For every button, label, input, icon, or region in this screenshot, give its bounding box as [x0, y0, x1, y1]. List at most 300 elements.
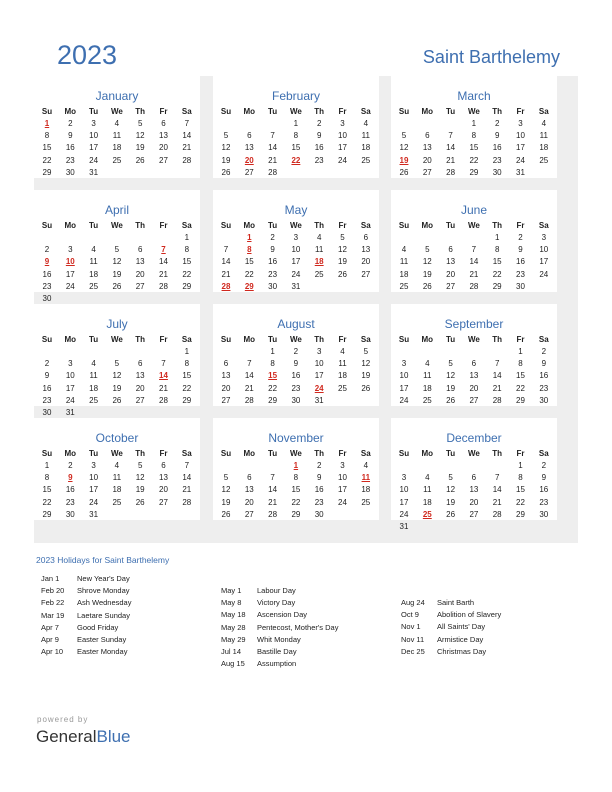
day-cell: 12: [112, 371, 122, 381]
day-cell: 6: [137, 245, 143, 255]
weekday-label: We: [289, 107, 302, 116]
day-cell: 27: [469, 395, 479, 405]
holiday-day-cell: 22: [291, 155, 301, 165]
day-cell: 4: [363, 119, 369, 128]
holiday-name: Bastille Day: [257, 646, 297, 656]
weekday-label: We: [289, 221, 302, 230]
day-cell: 9: [44, 371, 50, 381]
holiday-name: Saint Barth: [437, 598, 475, 607]
day-cell: 24: [89, 497, 99, 507]
weekday-label: We: [467, 107, 480, 116]
day-cell: 10: [89, 131, 99, 141]
day-cell: 5: [114, 359, 120, 369]
day-cell: 6: [448, 245, 453, 255]
day-cell: 23: [516, 269, 525, 279]
day-cell: 27: [221, 395, 231, 405]
day-cell: 7: [270, 473, 275, 483]
weekday-label: Fr: [516, 221, 525, 230]
day-cell: 25: [422, 395, 432, 405]
day-cell: 3: [91, 461, 96, 470]
day-cell: 23: [42, 281, 52, 291]
day-cell: 23: [314, 497, 324, 507]
weekday-label: Sa: [360, 335, 371, 344]
weekday-label: Tu: [89, 335, 99, 344]
day-cell: 3: [68, 245, 73, 255]
day-cell: 2: [316, 119, 322, 128]
weekday-label: Mo: [243, 335, 256, 344]
day-cell: 13: [244, 485, 254, 495]
day-cell: 14: [221, 257, 231, 267]
day-cell: 8: [270, 359, 275, 369]
day-cell: 24: [65, 281, 75, 291]
day-cell: 20: [221, 383, 231, 393]
holiday-name: Shrove Monday: [77, 586, 130, 596]
month-title: February: [271, 89, 321, 103]
day-cell: 5: [223, 473, 229, 483]
day-cell: 13: [422, 143, 432, 153]
holiday-date: Apr 10: [41, 647, 64, 657]
month-title: June: [460, 203, 488, 217]
weekday-label: We: [289, 335, 302, 344]
holiday-day-cell: 25: [422, 509, 432, 519]
weekday-label: Sa: [181, 335, 192, 344]
day-cell: 11: [423, 485, 432, 495]
weekday-label: Su: [220, 335, 232, 344]
weekday-label: Fr: [338, 107, 347, 116]
weekday-label: Fr: [338, 221, 347, 230]
weekday-label: Mo: [243, 221, 256, 230]
day-cell: 13: [469, 371, 479, 381]
day-cell: 3: [91, 119, 96, 128]
day-cell: 7: [184, 461, 190, 470]
day-cell: 31: [89, 167, 99, 177]
holiday-day-cell: 24: [314, 383, 324, 393]
day-cell: 20: [135, 269, 145, 279]
holiday-day-cell: 1: [44, 119, 50, 128]
weekday-label: Fr: [159, 107, 168, 116]
day-cell: 30: [516, 281, 525, 291]
day-cell: 25: [112, 497, 122, 507]
day-cell: 28: [492, 395, 502, 405]
weekday-label: Sa: [181, 221, 192, 230]
day-cell: 27: [244, 509, 254, 519]
holiday-name: Ascension Day: [257, 610, 308, 620]
day-cell: 13: [159, 131, 168, 141]
day-cell: 4: [114, 119, 120, 128]
weekday-label: We: [110, 221, 123, 230]
day-cell: 25: [338, 383, 347, 393]
day-cell: 24: [516, 155, 525, 165]
holiday-date: Aug 15: [221, 659, 245, 669]
holiday-date: Apr 7: [41, 622, 59, 632]
day-cell: 6: [161, 461, 166, 470]
day-cell: 29: [469, 167, 479, 177]
day-cell: 18: [89, 383, 99, 393]
holiday-date: Aug 24: [401, 598, 425, 607]
day-cell: 22: [268, 383, 278, 393]
day-cell: 4: [425, 359, 430, 369]
holiday-day-cell: 29: [244, 281, 254, 291]
weekday-label: Su: [220, 107, 232, 116]
day-cell: 16: [65, 485, 75, 495]
brand-general: General: [36, 727, 97, 746]
day-cell: 27: [361, 269, 371, 279]
weekday-label: Fr: [159, 335, 168, 344]
day-cell: 26: [422, 281, 432, 291]
day-cell: 12: [338, 245, 347, 255]
weekday-label: Su: [220, 449, 232, 458]
day-cell: 25: [89, 395, 99, 405]
day-cell: 22: [42, 497, 52, 507]
weekday-label: Th: [314, 335, 325, 344]
day-cell: 3: [401, 473, 407, 483]
weekday-label: Fr: [338, 335, 347, 344]
day-cell: 18: [422, 497, 432, 507]
holiday-day-cell: 19: [399, 155, 409, 165]
month-title: April: [104, 203, 129, 217]
holiday-date: Jul 14: [221, 646, 242, 656]
day-cell: 14: [492, 485, 502, 495]
day-cell: 10: [291, 245, 301, 255]
day-cell: 8: [471, 131, 477, 141]
weekday-label: Mo: [421, 107, 434, 116]
day-cell: 19: [221, 497, 231, 507]
day-cell: 21: [446, 155, 456, 165]
day-cell: 23: [42, 395, 52, 405]
day-cell: 13: [159, 473, 168, 483]
day-cell: 12: [399, 143, 409, 153]
day-cell: 10: [89, 473, 99, 483]
weekday-label: Mo: [421, 221, 434, 230]
day-cell: 26: [112, 281, 122, 291]
holiday-name: Labour Day: [257, 586, 296, 595]
weekday-label: Tu: [446, 335, 456, 344]
day-cell: 9: [518, 245, 523, 255]
weekday-label: Fr: [516, 335, 525, 344]
weekday-label: Tu: [446, 449, 456, 458]
day-cell: 27: [422, 167, 432, 177]
day-cell: 12: [135, 131, 145, 141]
day-cell: 27: [159, 155, 168, 165]
day-cell: 9: [316, 473, 322, 483]
holiday-name: Whit Monday: [257, 634, 301, 644]
holiday-date: May 1: [221, 586, 242, 595]
day-cell: 13: [361, 245, 371, 255]
day-cell: 13: [469, 485, 479, 495]
weekday-label: Sa: [538, 335, 549, 344]
day-cell: 21: [182, 485, 192, 495]
day-cell: 6: [223, 359, 229, 369]
day-cell: 14: [159, 257, 168, 267]
day-cell: 19: [112, 269, 122, 279]
month-november: [213, 418, 379, 520]
day-cell: 22: [516, 383, 525, 393]
day-cell: 8: [518, 473, 523, 483]
weekday-label: Mo: [421, 449, 434, 458]
weekday-label: Sa: [538, 107, 549, 116]
day-cell: 29: [492, 281, 502, 291]
day-cell: 18: [112, 143, 122, 153]
day-cell: 1: [184, 347, 190, 356]
day-cell: 24: [338, 155, 347, 165]
weekday-label: We: [467, 221, 480, 230]
day-cell: 16: [516, 257, 525, 267]
month-title: October: [95, 431, 139, 445]
day-cell: 5: [137, 461, 143, 470]
holiday-name: Pentecost, Mother's Day: [257, 622, 339, 632]
weekday-label: Fr: [516, 107, 525, 116]
weekday-label: We: [289, 449, 302, 458]
day-cell: 27: [446, 281, 456, 291]
month-april: [34, 190, 200, 303]
day-cell: 23: [539, 383, 549, 393]
day-cell: 5: [401, 131, 407, 141]
day-cell: 7: [494, 359, 500, 369]
day-cell: 27: [135, 281, 145, 291]
day-cell: 18: [338, 371, 347, 381]
generalblue-logo: [36, 727, 131, 747]
holiday-name: Abolition of Slavery: [437, 610, 502, 620]
day-cell: 21: [492, 497, 502, 507]
day-cell: 17: [399, 383, 409, 393]
day-cell: 16: [314, 143, 324, 153]
day-cell: 8: [518, 359, 523, 369]
day-cell: 5: [425, 245, 430, 255]
day-cell: 2: [44, 245, 50, 255]
page-title-year: 2023: [57, 40, 118, 70]
weekday-label: Th: [492, 335, 503, 344]
day-cell: 15: [492, 257, 502, 267]
holiday-day-cell: 11: [361, 473, 371, 483]
holiday-name: Christmas Day: [437, 646, 487, 656]
day-cell: 27: [469, 509, 479, 519]
month-october: [34, 418, 200, 520]
day-cell: 23: [492, 155, 502, 165]
day-cell: 22: [182, 269, 192, 279]
day-cell: 4: [363, 461, 369, 470]
day-cell: 23: [65, 155, 75, 165]
day-cell: 11: [539, 131, 548, 141]
day-cell: 11: [399, 257, 409, 267]
month-february: [213, 76, 379, 178]
weekday-label: Th: [135, 107, 146, 116]
day-cell: 26: [446, 509, 456, 519]
holiday-day-cell: 1: [247, 233, 252, 242]
day-cell: 28: [182, 155, 192, 165]
day-cell: 28: [244, 395, 254, 405]
day-cell: 19: [422, 269, 432, 279]
holiday-name: Ash Wednesday: [77, 598, 132, 608]
day-cell: 30: [539, 395, 549, 405]
weekday-label: Su: [41, 221, 53, 230]
weekday-label: Tu: [268, 449, 278, 458]
day-cell: 9: [316, 131, 322, 141]
day-cell: 14: [268, 143, 278, 153]
day-cell: 25: [314, 269, 324, 279]
day-cell: 8: [293, 131, 299, 141]
day-cell: 1: [494, 233, 500, 242]
day-cell: 8: [184, 245, 190, 255]
day-cell: 25: [361, 497, 371, 507]
holiday-date: Feb 22: [41, 598, 65, 608]
day-cell: 3: [293, 233, 299, 242]
holiday-name: Good Friday: [77, 622, 119, 632]
day-cell: 10: [399, 485, 409, 495]
day-cell: 16: [492, 143, 502, 153]
weekday-label: Su: [398, 449, 410, 458]
weekday-label: Th: [314, 107, 325, 116]
day-cell: 28: [159, 395, 168, 405]
day-cell: 3: [401, 359, 407, 369]
day-cell: 28: [446, 167, 456, 177]
day-cell: 2: [44, 359, 50, 369]
day-cell: 24: [65, 395, 75, 405]
day-cell: 21: [469, 269, 479, 279]
day-cell: 30: [539, 509, 549, 519]
day-cell: 26: [135, 155, 145, 165]
day-cell: 21: [268, 497, 278, 507]
weekday-label: Sa: [360, 107, 371, 116]
day-cell: 27: [159, 497, 168, 507]
holiday-date: Mar 19: [41, 610, 65, 620]
day-cell: 11: [89, 371, 98, 381]
day-cell: 2: [541, 347, 547, 356]
day-cell: 31: [399, 522, 409, 531]
weekday-label: Th: [314, 449, 325, 458]
day-cell: 11: [112, 473, 122, 483]
day-cell: 15: [244, 257, 254, 267]
day-cell: 31: [291, 281, 301, 291]
day-cell: 29: [516, 509, 525, 519]
day-cell: 7: [448, 131, 453, 141]
day-cell: 9: [541, 359, 547, 369]
day-cell: 4: [114, 461, 120, 470]
day-cell: 23: [291, 383, 301, 393]
day-cell: 3: [518, 119, 523, 128]
weekday-label: Su: [41, 449, 53, 458]
day-cell: 20: [135, 383, 145, 393]
day-cell: 12: [112, 257, 122, 267]
day-cell: 22: [244, 269, 254, 279]
day-cell: 4: [316, 233, 322, 242]
holiday-name: Easter Sunday: [77, 634, 127, 644]
day-cell: 20: [159, 485, 168, 495]
day-cell: 25: [539, 155, 549, 165]
day-cell: 14: [469, 257, 479, 267]
day-cell: 22: [469, 155, 479, 165]
day-cell: 14: [492, 371, 502, 381]
holiday-name: Armistice Day: [437, 634, 484, 644]
day-cell: 8: [293, 473, 299, 483]
powered-by-text: powered by: [37, 715, 89, 724]
day-cell: 26: [221, 167, 231, 177]
holiday-date: Apr 9: [41, 634, 59, 644]
weekday-label: Sa: [538, 449, 549, 458]
day-cell: 17: [516, 143, 525, 153]
day-cell: 22: [42, 155, 52, 165]
holiday-name: Assumption: [257, 659, 297, 669]
holiday-day-cell: 15: [268, 371, 278, 381]
day-cell: 16: [539, 371, 549, 381]
day-cell: 2: [541, 461, 547, 470]
weekday-label: Sa: [360, 221, 371, 230]
day-cell: 16: [539, 485, 549, 495]
day-cell: 30: [65, 167, 75, 177]
day-cell: 16: [314, 485, 324, 495]
day-cell: 22: [291, 497, 301, 507]
day-cell: 15: [516, 371, 525, 381]
weekday-label: Sa: [360, 449, 371, 458]
holiday-date: Feb 20: [41, 586, 65, 596]
weekday-label: Tu: [89, 221, 99, 230]
day-cell: 5: [114, 245, 120, 255]
day-cell: 15: [291, 485, 301, 495]
day-cell: 15: [42, 485, 52, 495]
day-cell: 31: [89, 509, 99, 519]
month-title: August: [277, 317, 315, 331]
day-cell: 24: [291, 269, 301, 279]
day-cell: 9: [270, 245, 275, 255]
day-cell: 28: [268, 167, 278, 177]
day-cell: 10: [516, 131, 525, 141]
weekday-label: Th: [492, 221, 503, 230]
day-cell: 20: [159, 143, 168, 153]
day-cell: 6: [161, 119, 166, 128]
day-cell: 3: [340, 119, 345, 128]
day-cell: 15: [516, 485, 525, 495]
day-cell: 26: [338, 269, 347, 279]
month-title: March: [457, 89, 491, 103]
weekday-label: We: [110, 335, 123, 344]
weekday-label: Su: [41, 107, 53, 116]
day-cell: 14: [268, 485, 278, 495]
day-cell: 10: [65, 371, 75, 381]
day-cell: 24: [539, 269, 549, 279]
day-cell: 18: [422, 383, 432, 393]
day-cell: 11: [112, 131, 122, 141]
day-cell: 24: [399, 395, 409, 405]
holiday-date: Dec 25: [401, 646, 425, 656]
weekday-label: Mo: [421, 335, 434, 344]
holiday-name: All Saints' Day: [437, 622, 486, 632]
day-cell: 6: [137, 359, 143, 369]
day-cell: 18: [89, 269, 99, 279]
country-title: Saint Barthelemy: [422, 47, 560, 67]
weekday-label: Sa: [181, 449, 192, 458]
month-may: [213, 190, 379, 292]
weekday-label: Mo: [64, 221, 77, 230]
weekday-label: Fr: [159, 449, 168, 458]
day-cell: 26: [221, 509, 231, 519]
day-cell: 18: [399, 269, 409, 279]
holiday-date: May 8: [221, 598, 242, 608]
weekday-label: Fr: [516, 449, 525, 458]
day-cell: 5: [448, 473, 453, 483]
day-cell: 16: [42, 383, 52, 393]
day-cell: 17: [399, 497, 409, 507]
day-cell: 19: [446, 383, 456, 393]
holiday-date: May 28: [221, 622, 246, 632]
month-september: [391, 304, 557, 406]
day-cell: 2: [494, 119, 500, 128]
day-cell: 12: [446, 371, 456, 381]
weekday-label: Sa: [181, 107, 192, 116]
day-cell: 19: [135, 485, 145, 495]
day-cell: 1: [270, 347, 275, 356]
day-cell: 25: [89, 281, 99, 291]
day-cell: 26: [361, 383, 371, 393]
day-cell: 17: [291, 257, 301, 267]
